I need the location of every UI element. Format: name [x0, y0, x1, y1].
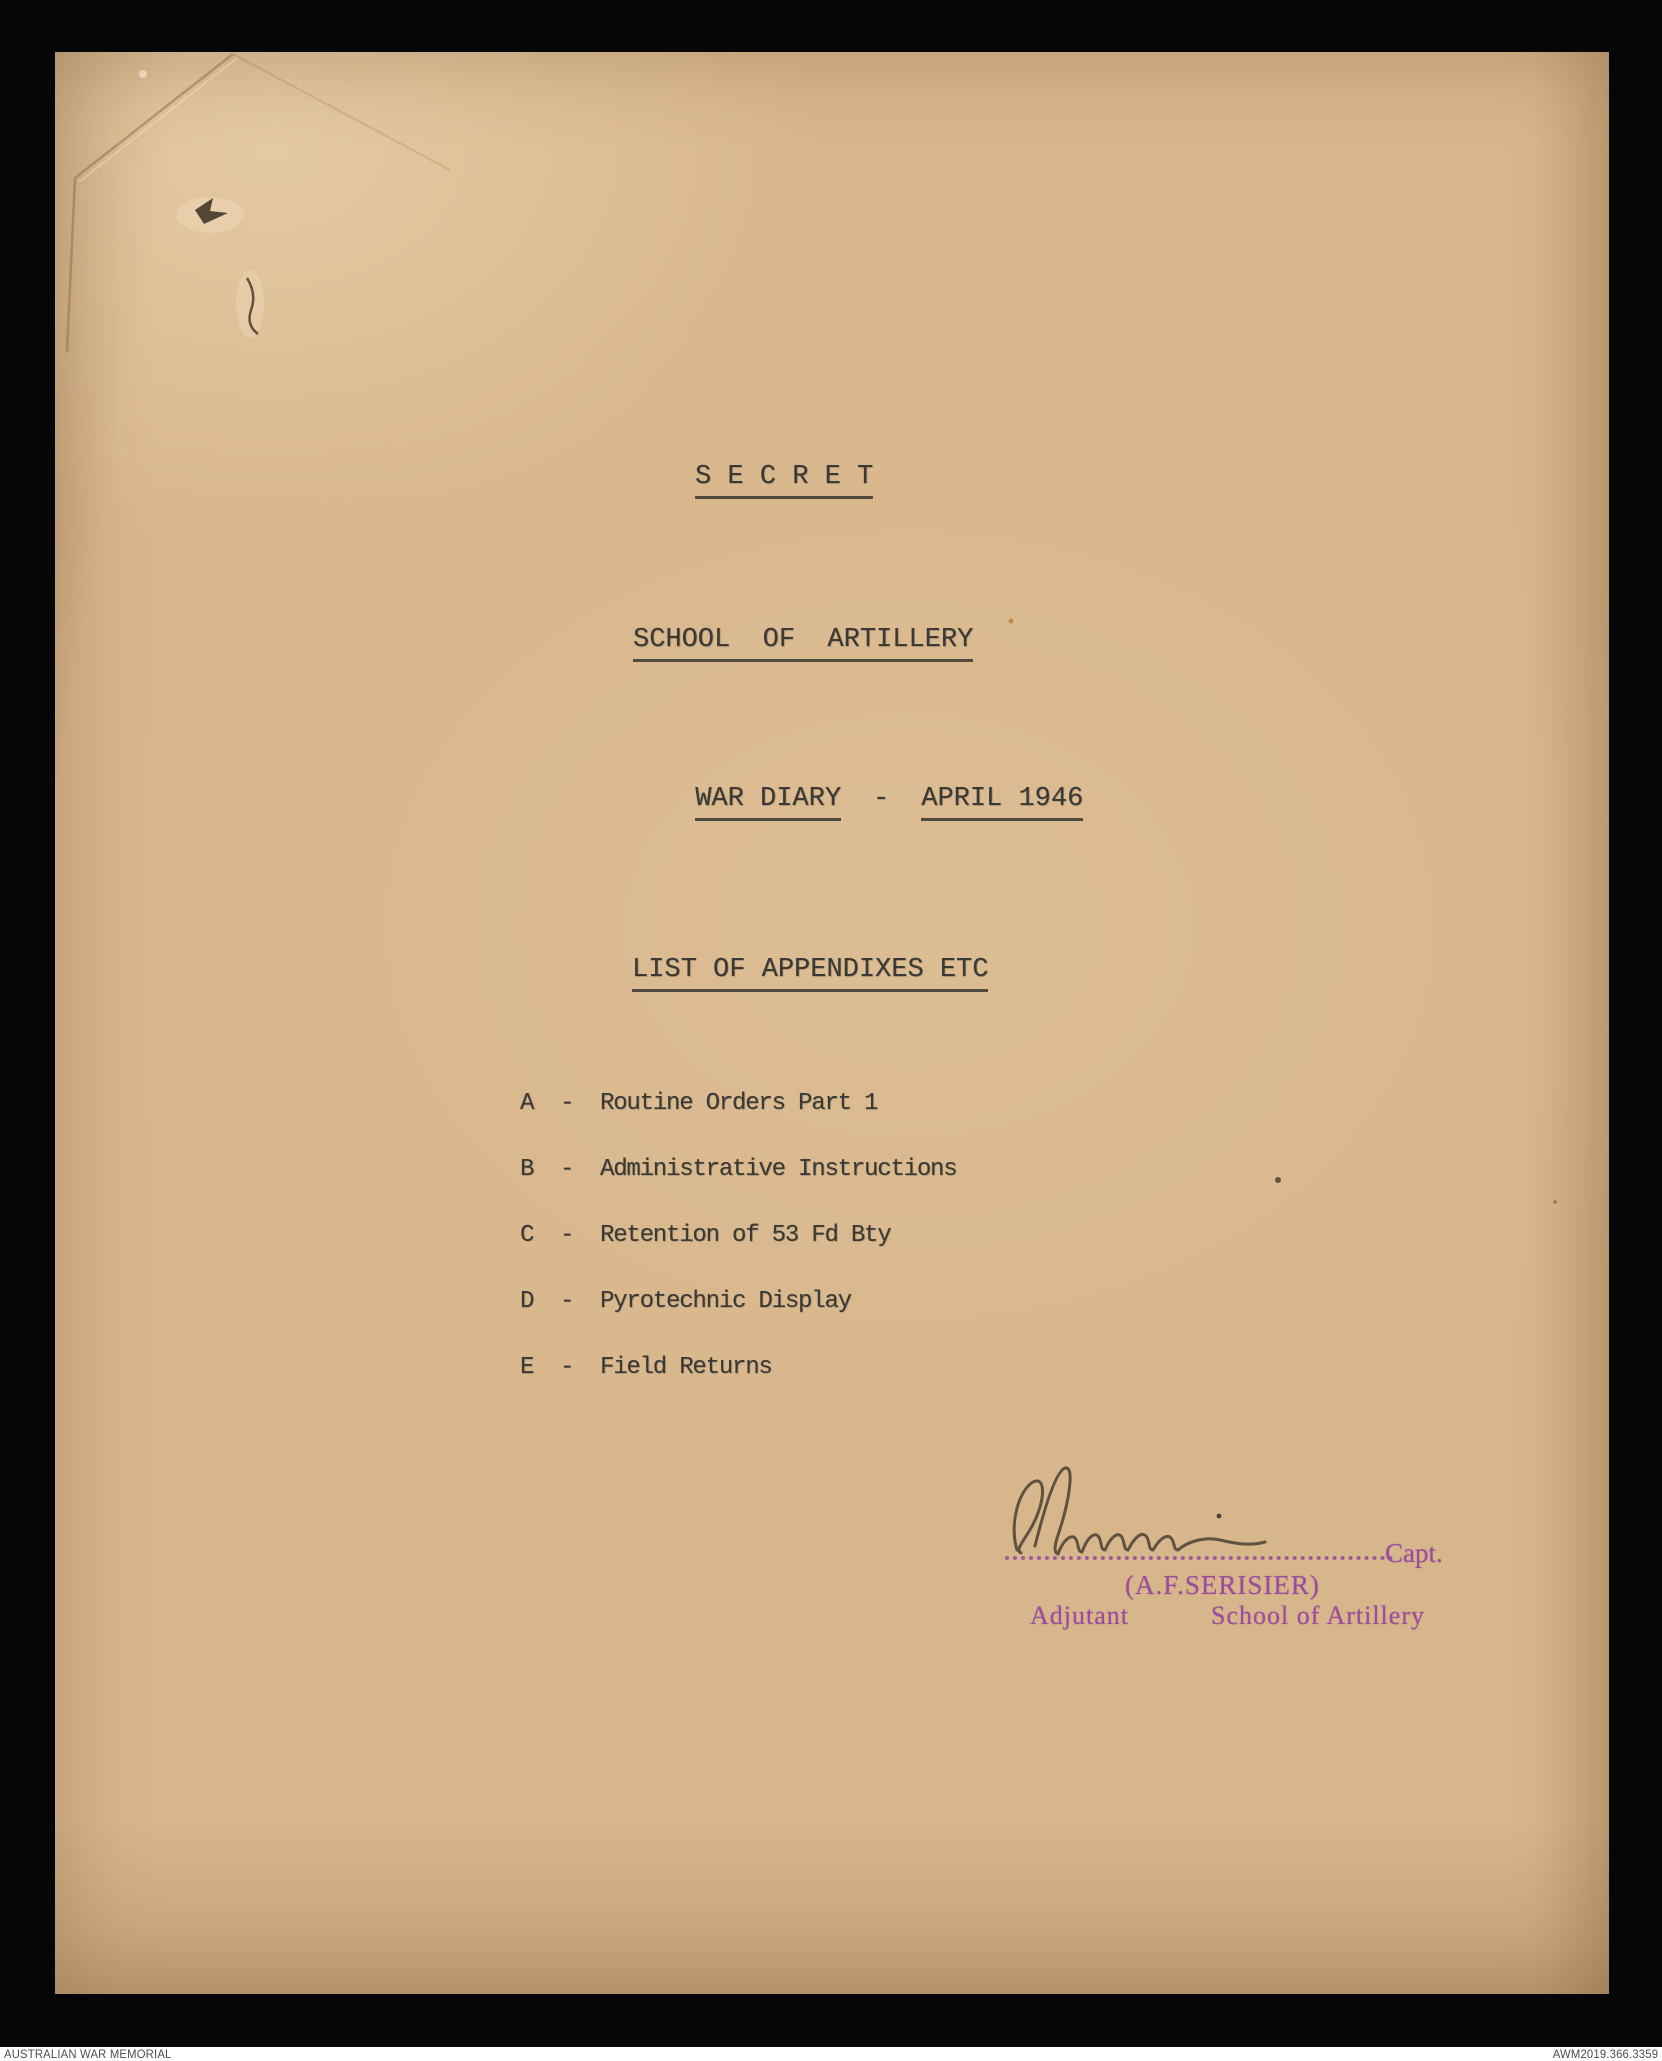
signature-dotted-line	[1005, 1540, 1393, 1560]
catalog-number: AWM2019.366.3359	[1552, 2047, 1658, 2061]
appendix-row	[520, 1222, 956, 1288]
appendix-dash: -	[560, 1354, 574, 1381]
appendix-title: Administrative Instructions	[600, 1156, 957, 1183]
tear-shadow	[236, 270, 264, 338]
appendix-dash: -	[560, 1288, 574, 1315]
dash-separator: -	[873, 784, 890, 814]
appendix-dash: -	[560, 1090, 574, 1117]
rank-stamp: Capt.	[1385, 1538, 1443, 1568]
crease-line-secondary	[233, 54, 450, 170]
war-diary-label: WAR DIARY	[695, 784, 841, 821]
footer-bar	[0, 2047, 1662, 2061]
appendix-row	[520, 1354, 956, 1420]
war-diary-line	[598, 754, 1083, 851]
role-stamp: Adjutant	[1030, 1601, 1129, 1630]
appendix-row	[520, 1288, 956, 1354]
appendix-letter: E	[520, 1354, 534, 1381]
appendix-dash: -	[560, 1156, 574, 1183]
appendix-row	[520, 1156, 956, 1222]
appendix-letter: B	[520, 1156, 534, 1183]
paper-fleck	[1009, 619, 1014, 624]
crease-highlight	[79, 58, 237, 182]
unit-stamp: School of Artillery	[1211, 1601, 1425, 1630]
appendix-dash: -	[560, 1222, 574, 1249]
appendix-letter: A	[520, 1090, 534, 1117]
appendix-list-heading: LIST OF APPENDIXES ETC	[632, 955, 988, 992]
appendix-letter: D	[520, 1288, 534, 1315]
archive-name: AUSTRALIAN WAR MEMORIAL	[4, 2047, 172, 2061]
paper-speck	[1275, 1177, 1281, 1183]
classification-heading: S E C R E T	[695, 462, 873, 499]
paper-speck	[139, 70, 147, 78]
name-stamp: (A.F.SERISIER)	[1125, 1570, 1320, 1600]
appendix-letter: C	[520, 1222, 534, 1249]
document-page	[55, 52, 1609, 1994]
appendix-row	[520, 1090, 956, 1156]
war-diary-period: APRIL 1946	[921, 784, 1083, 821]
appendix-title: Pyrotechnic Display	[600, 1288, 851, 1315]
appendix-title: Retention of 53 Fd Bty	[600, 1222, 891, 1249]
document-title: SCHOOL OF ARTILLERY	[633, 625, 973, 662]
paper-speck	[1553, 1200, 1557, 1204]
appendix-list	[520, 1090, 956, 1420]
appendix-title: Routine Orders Part 1	[600, 1090, 878, 1117]
paper-damage-overlay	[55, 52, 1609, 1994]
appendix-title: Field Returns	[600, 1354, 772, 1381]
